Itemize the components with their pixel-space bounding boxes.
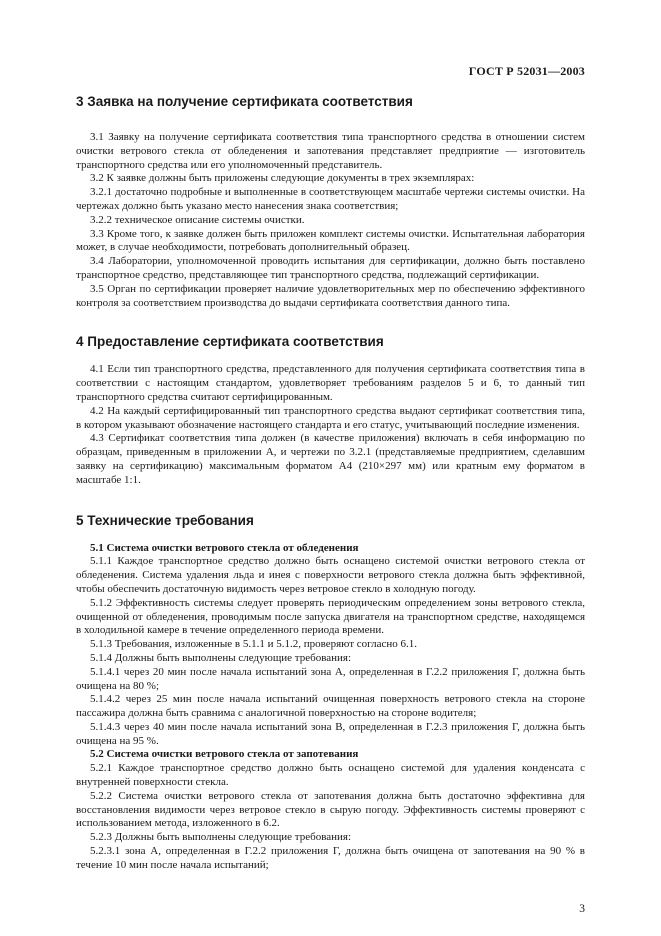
section-5-heading: 5 Технические требования (76, 512, 254, 528)
section-4-heading: 4 Предоставление сертификата соответствия (76, 334, 384, 350)
paragraph-3-2-1: 3.2.1 достаточно подробные и выполненные в соответствующем масштабе чертежи системы очистки. На чертежах должно быть указано место нанесения знака соответствия; (76, 186, 585, 212)
paragraph-3-5: 3.5 Орган по сертификации проверяет наличие удовлетворительных мер по обеспечению эффективного контроля за соответствием производства до выдачи сертификата соответствия данного типа. (76, 282, 585, 309)
paragraph-5-1-2: 5.1.2 Эффективность системы следует проверять периодическим определением зоны ветрового стекла, очищенной от обледенения, проводимым после запуска двигателя на транспортном средстве, находящемся в холодильной камере в течение определенного периода времени. (76, 596, 585, 637)
section-3-body (76, 131, 585, 310)
paragraph-5-2-1: 5.2.1 Каждое транспортное средство должно быть оснащено системой для удаления конденсата с внутренней поверхности стекла. (76, 762, 585, 789)
paragraph-5-1-1: 5.1.1 Каждое транспортное средство должно быть оснащено системой очистки ветрового стекла от обледенения. Система удаления льда и инея с поверхности ветрового стекла должна быть эффективной, чтобы обеспечить достаточную видимость через ветровое стекло в холодную погоду. (76, 555, 585, 595)
paragraph-5-1-4-3: 5.1.4.3 через 40 мин после начала испытаний зона B, определенная в Г.2.3 приложения Г, должна быть очищена на 95 %. (76, 720, 585, 747)
paragraph-4-1: 4.1 Если тип транспортного средства, представленного для получения сертификата соответствия типа в соответствии с настоящим стандартом, удовлетворяет требованиям разделов 5 и 6, то данный тип транспортного средства считают сертифицированным. (76, 363, 585, 403)
page-content (76, 94, 585, 873)
paragraph-5-1-4-2: 5.1.4.2 через 25 мин после начала испытаний очищенная поверхность ветрового стекла на стороне пассажира должна быть сравнима с аналогичной поверхностью на стороне водителя; (76, 693, 585, 720)
paragraph-5-2-2: 5.2.2 Система очистки ветрового стекла от запотевания должна быть достаточно эффективна для восстановления видимости через ветровое стекло в сырую погоду. Эффективность системы проверяют с использованием метода, изложенного в 6.2. (76, 789, 585, 830)
paragraph-3-1: 3.1 Заявку на получение сертификата соответствия типа транспортного средства в отношении систем очистки ветрового стекла от обледенения и запотевания представляет предприятие — изготовитель транспортного средства или его уполномоченный представитель. (76, 131, 585, 171)
section-3-heading: 3 Заявка на получение сертификата соответствия (76, 94, 413, 109)
paragraph-3-2: 3.2 К заявке должны быть приложены следующие документы в трех экземплярах: (90, 172, 475, 185)
paragraph-4-3: 4.3 Сертификат соответствия типа должен (в качестве приложения) включать в себя информацию по образцам, приведенным в приложении А, и чертежи по 3.2.1 (представляемые предприятием, сделавшим заявку на сертификацию) максимальным форматом А4 (210×297 мм) или кратным ему форматом в масштабе 1:1. (76, 432, 585, 486)
paragraph-3-2-2: 3.2.2 техническое описание системы очистки. (90, 213, 305, 226)
page-number: 3 (579, 903, 585, 915)
paragraph-5-2-3-1: 5.2.3.1 зона А, определенная в Г.2.2 приложения Г, должна быть очищена от запотевания на 90 % в течение 10 мин после начала испытаний; (76, 845, 585, 871)
subsection-5-1-heading: 5.1 Система очистки ветрового стекла от обледенения (90, 541, 359, 554)
standard-header: ГОСТ Р 52031—2003 (468, 64, 585, 78)
section-5-body (76, 542, 585, 873)
subsection-5-2-heading: 5.2 Система очистки ветрового стекла от запотевания (90, 748, 359, 761)
paragraph-5-1-4: 5.1.4 Должны быть выполнены следующие требования: (90, 651, 352, 664)
paragraph-3-4: 3.4 Лаборатории, уполномоченной проводить испытания для сертификации, должно быть поставлено транспортное средство, представляющее тип транспортного средства, подлежащий сертификации. (76, 255, 585, 281)
paragraph-3-3: 3.3 Кроме того, к заявке должен быть приложен комплект системы очистки. Испытательная лаборатория может, в случае необходимости, потребовать дополнительный образец. (76, 227, 585, 254)
section-4-body (76, 363, 585, 487)
paragraph-5-1-4-1: 5.1.4.1 через 20 мин после начала испытаний зона А, определенная в Г.2.2 приложения Г, должна быть очищена на 80 %; (76, 665, 585, 692)
paragraph-4-2: 4.2 На каждый сертифицированный тип транспортного средства выдают сертификат соответствия типа, в котором указывают обозначение настоящего стандарта и его статус, учитывающий последние изменения. (76, 404, 585, 431)
paragraph-5-2-3: 5.2.3 Должны быть выполнены следующие требования: (90, 831, 352, 844)
paragraph-5-1-3: 5.1.3 Требования, изложенные в 5.1.1 и 5.1.2, проверяют согласно 6.1. (90, 638, 418, 651)
